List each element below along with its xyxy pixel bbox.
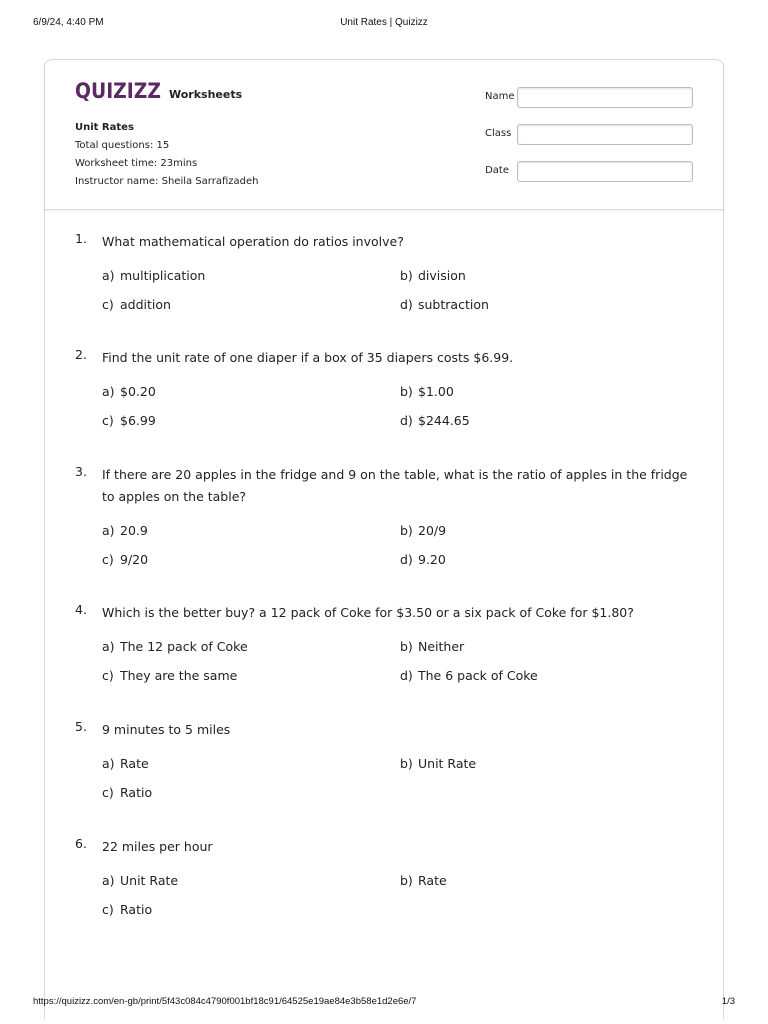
question-text: If there are 20 apples in the fridge and 9 on the table, what is the ratio of apples in the fridge to apples on the table? [102, 467, 688, 504]
question-number: 4. [75, 602, 87, 617]
option-d: d) The 6 pack of Coke [400, 668, 538, 683]
option-a: a) 20.9 [102, 523, 148, 538]
option-a: a) Rate [102, 756, 149, 771]
quizizz-logo-icon [75, 78, 162, 102]
option-b: b) Rate [400, 873, 447, 888]
worksheets-label: Worksheets [169, 88, 243, 101]
question-text: Find the unit rate of one diaper if a box of 35 diapers costs $6.99. [102, 350, 514, 365]
option-c: c) addition [102, 297, 171, 312]
option-c: c) Ratio [102, 785, 153, 800]
question-number: 1. [75, 231, 87, 246]
option-b: b) $1.00 [400, 384, 454, 399]
option-d: d) 9.20 [400, 552, 446, 567]
option-a: a) multiplication [102, 268, 206, 283]
option-d: d) $244.65 [400, 413, 470, 428]
quizizz-logo-text: QUIZIZZ [75, 79, 161, 102]
question-text: 22 miles per hour [102, 839, 213, 854]
option-c: c) 9/20 [102, 552, 149, 567]
question-number: 2. [75, 347, 87, 362]
option-c: c) $6.99 [102, 413, 156, 428]
question-number: 6. [75, 836, 87, 851]
print-url[interactable]: https://quizizz.com/en-gb/print/5f43c084c4790f001bf18c91/64525e19ae84e3b58e1d2e6e/7 [33, 996, 417, 1007]
question-text: Which is the better buy? a 12 pack of Coke for $3.50 or a six pack of Coke for $1.80? [102, 605, 634, 620]
option-a: a) The 12 pack of Coke [102, 639, 248, 654]
option-a: a) Unit Rate [102, 873, 179, 888]
option-c: c) They are the same [102, 668, 238, 683]
quizizz-logo [75, 78, 242, 105]
class-field [485, 124, 695, 146]
worksheet-time: Worksheet time: 23mins [75, 158, 198, 169]
print-header [33, 17, 735, 31]
option-b: b) Neither [400, 639, 465, 654]
option-a: a) $0.20 [102, 384, 156, 399]
print-footer [33, 996, 735, 1010]
question-text: 9 minutes to 5 miles [102, 722, 231, 737]
name-field [485, 87, 695, 109]
print-page-title: Unit Rates | Quizizz [340, 17, 428, 28]
page-number: 1/3 [721, 996, 735, 1007]
option-c: c) Ratio [102, 902, 153, 917]
print-date: 6/9/24, 4:40 PM [33, 17, 104, 28]
option-d: d) subtraction [400, 297, 489, 312]
name-input[interactable] [517, 87, 693, 108]
question-number: 5. [75, 719, 87, 734]
total-questions: Total questions: 15 [75, 140, 170, 151]
name-label: Name [485, 91, 515, 102]
class-label: Class [485, 128, 512, 139]
date-field [485, 161, 695, 183]
option-b: b) 20/9 [400, 523, 447, 538]
date-input[interactable] [517, 161, 693, 182]
option-b: b) Unit Rate [400, 756, 477, 771]
instructor-name: Instructor name: Sheila Sarrafizadeh [75, 176, 259, 187]
worksheet-title: Unit Rates [75, 122, 134, 133]
date-label: Date [485, 165, 509, 176]
worksheet-meta [75, 119, 258, 191]
question-text: What mathematical operation do ratios involve? [102, 234, 404, 249]
worksheet-sheet [44, 59, 724, 1019]
worksheet-header [45, 60, 723, 210]
question-number: 3. [75, 464, 87, 479]
option-b: b) division [400, 268, 466, 283]
class-input[interactable] [517, 124, 693, 145]
